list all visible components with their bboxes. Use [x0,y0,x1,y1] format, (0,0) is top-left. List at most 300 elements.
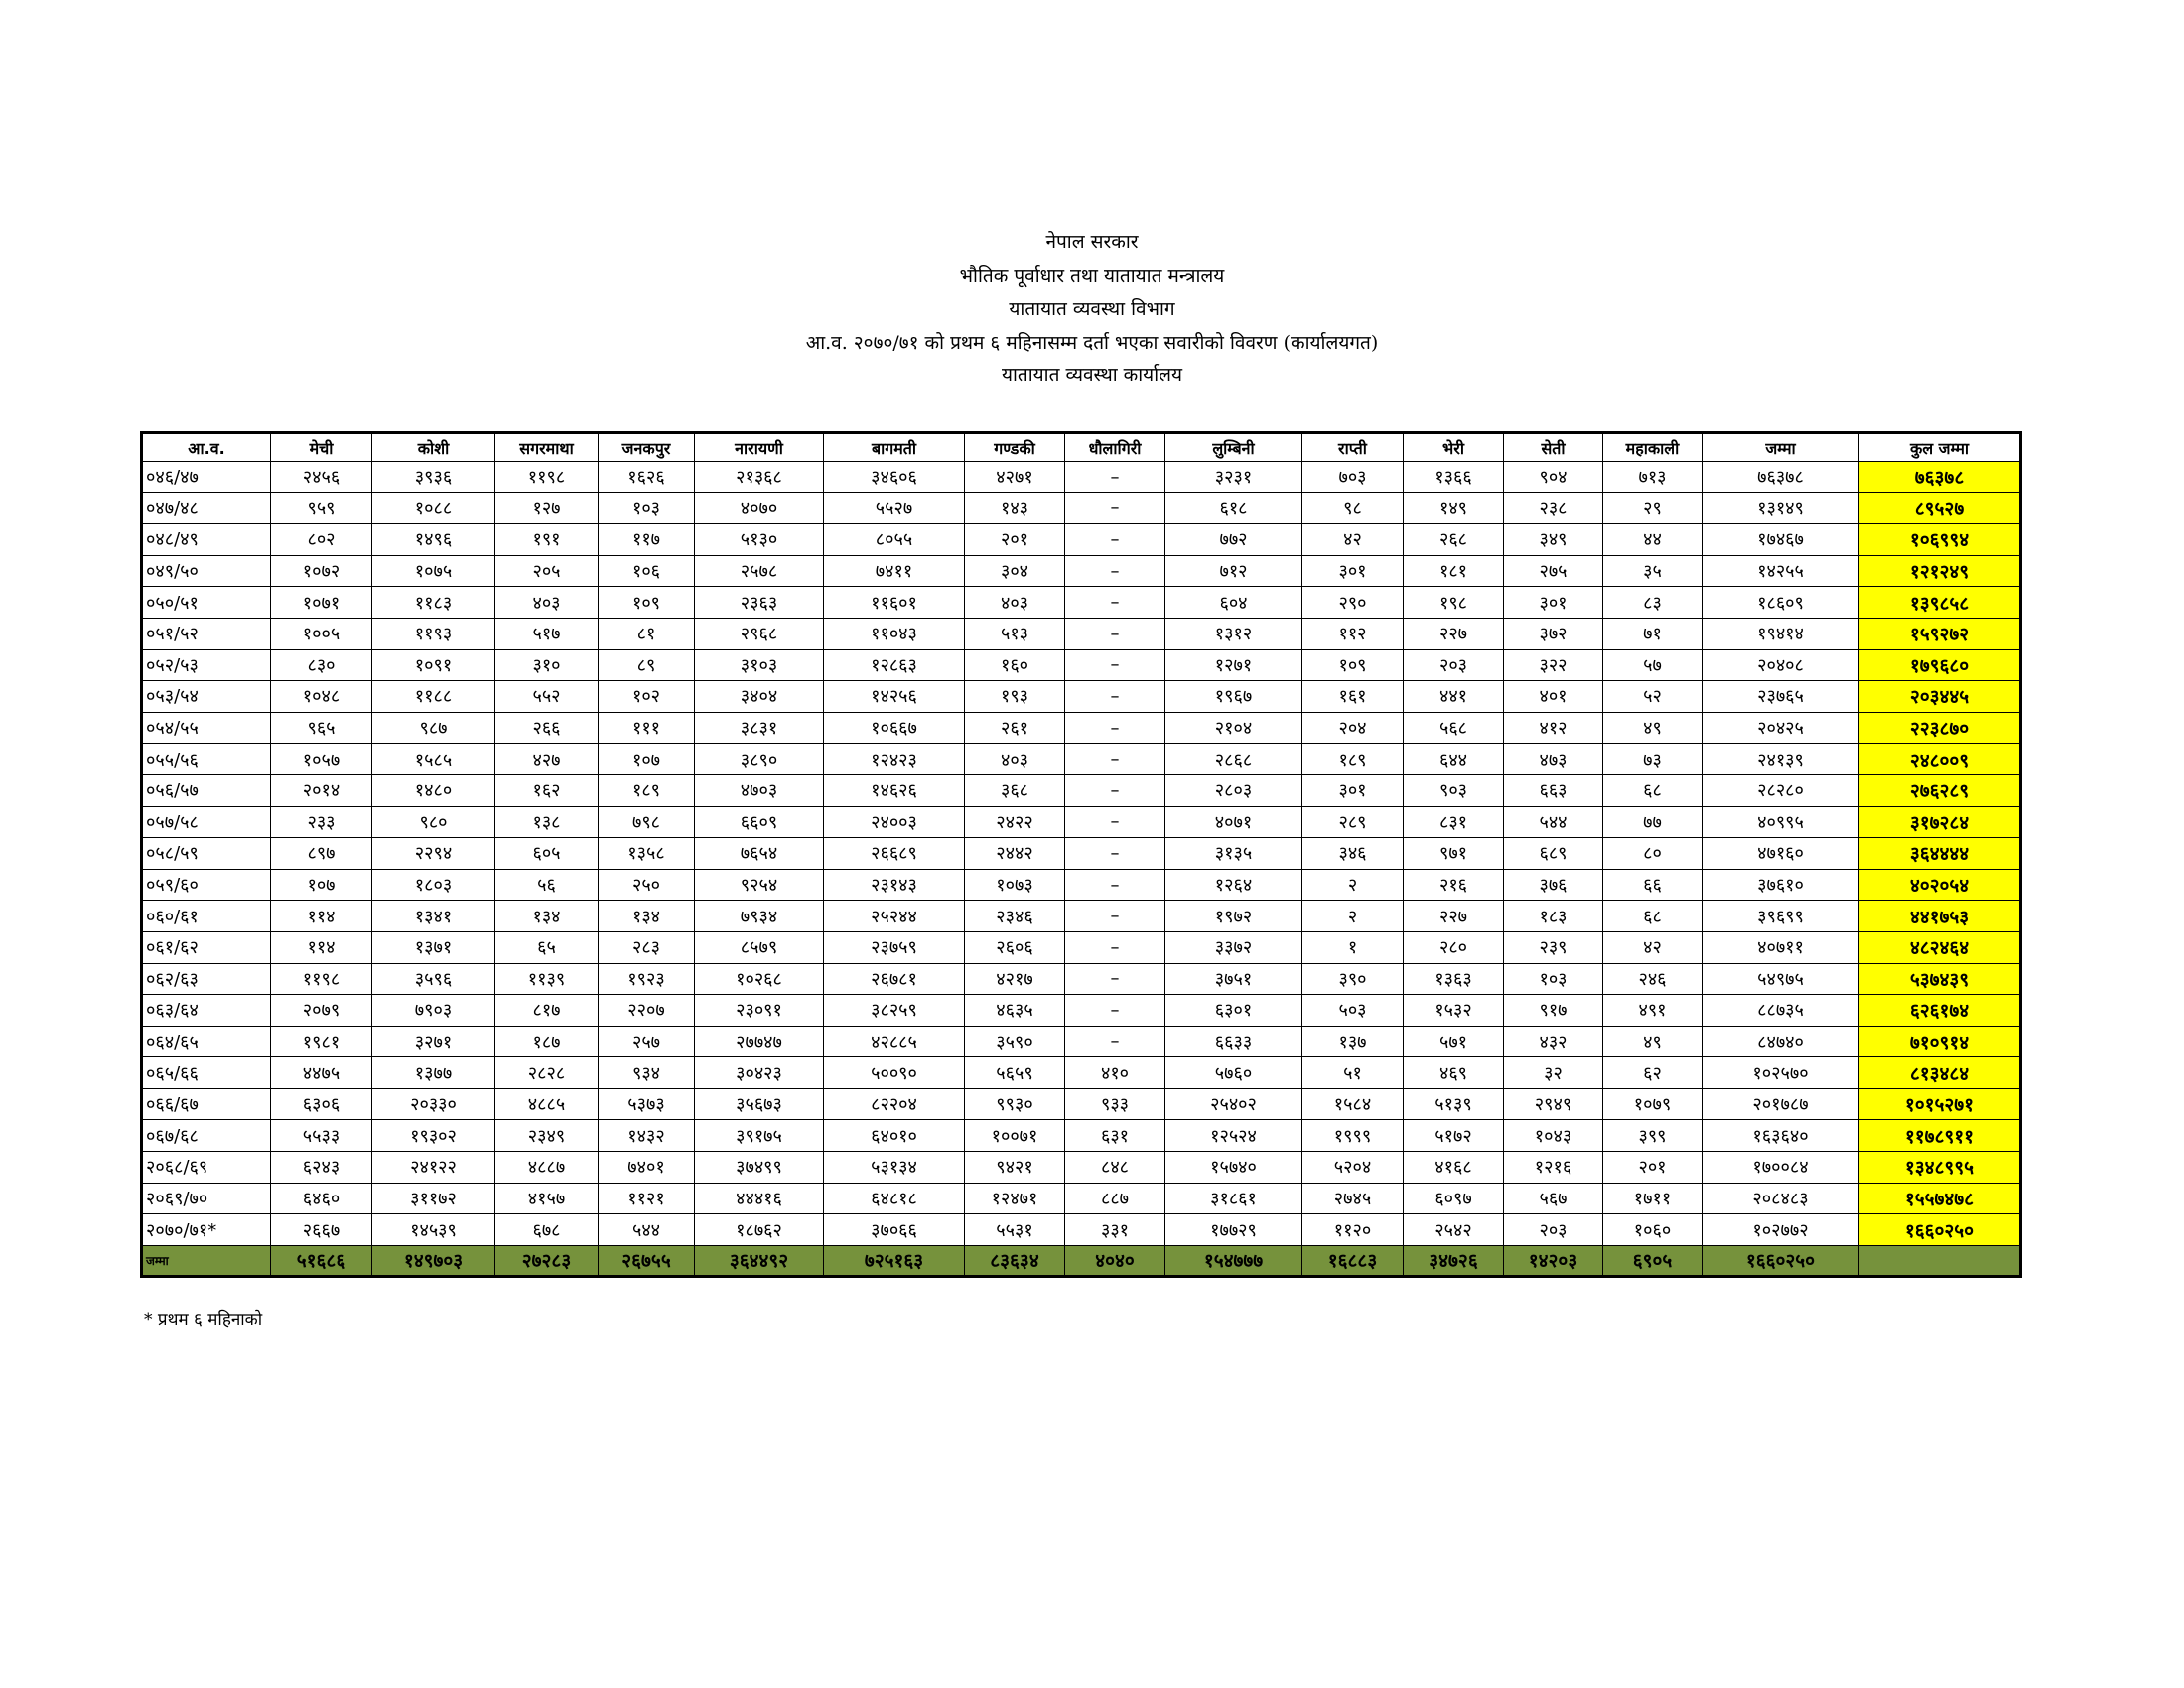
table-cell: १३४ [495,901,599,932]
cumulative-total-cell: २०३४४५ [1859,681,2021,713]
cumulative-total-cell: ८९५२७ [1859,492,2021,524]
cumulative-total-cell: ६२६१७४ [1859,995,2021,1027]
table-cell: ३९३६ [372,462,495,493]
table-cell: १३१२ [1165,618,1302,649]
table-cell: १०२५७० [1703,1057,1859,1089]
table-cell: २०३ [1404,649,1504,681]
table-cell: २९६८ [695,618,824,649]
table-cell: १२६४ [1165,869,1302,901]
table-cell: ५५३३ [271,1120,372,1152]
table-cell: २४००३ [824,806,965,838]
table-cell: ९०३ [1404,774,1504,806]
cumulative-total-cell: ३६४४४४ [1859,838,2021,870]
table-cell: ३७०६६ [824,1214,965,1246]
table-cell: २०१७८७ [1703,1088,1859,1120]
table-row [142,963,2021,995]
table-cell: ११६०१ [824,587,965,619]
table-cell: १०८८ [372,492,495,524]
table-cell: ६४६० [271,1183,372,1214]
table-cell: ४२८८५ [824,1026,965,1057]
table-cell: ५१७ [495,618,599,649]
table-cell: २३४९ [495,1120,599,1152]
table-cell: २६६७ [271,1214,372,1246]
table-row [142,869,2021,901]
table-cell: १४२५६ [824,681,965,713]
table-cell: २४४२ [965,838,1065,870]
table-cell: – [1065,681,1165,713]
cumulative-total-cell: ५३७४३९ [1859,963,2021,995]
table-cell: १८७६२ [695,1214,824,1246]
table-cell: १ [1302,931,1404,963]
table-cell: १५८५ [372,744,495,775]
table-cell: ११४ [271,901,372,932]
table-cell: २६७८१ [824,963,965,995]
table-cell: २८०३ [1165,774,1302,806]
table-cell: २०१४ [271,774,372,806]
table-row [142,774,2021,806]
table-cell: २७५ [1504,555,1603,587]
table-cell: १११ [599,712,695,744]
table-cell: ४७३ [1504,744,1603,775]
column-header: बागमती [824,433,965,462]
column-header: महाकाली [1603,433,1703,462]
table-cell: ८९७ [271,838,372,870]
table-cell: १४५३९ [372,1214,495,1246]
table-cell: १३४१ [372,901,495,932]
table-cell: ३४०४ [695,681,824,713]
table-cell: ४१५७ [495,1183,599,1214]
table-cell: ८३१ [1404,806,1504,838]
cumulative-total-cell: १०१५२७१ [1859,1088,2021,1120]
table-cell: – [1065,901,1165,932]
table-cell: ३९६९९ [1703,901,1859,932]
cumulative-total-cell: ११७८९११ [1859,1120,2021,1152]
table-cell: ४२ [1603,931,1703,963]
table-cell: १६१ [1302,681,1404,713]
table-cell: ९६५ [271,712,372,744]
table-cell: ७९८ [599,806,695,838]
table-cell: ९८७ [372,712,495,744]
total-cell: २७२८३ [495,1245,599,1276]
fiscal-year-cell: ०६४/६५ [142,1026,271,1057]
footnote: * प्रथम ६ महिनाको [144,1310,263,1330]
table-cell: ३७६१० [1703,869,1859,901]
table-cell: २३१४३ [824,869,965,901]
table-cell: २२९४ [372,838,495,870]
table-cell: ४४१ [1404,681,1504,713]
table-cell: २६१ [965,712,1065,744]
table-cell: १७४६७ [1703,524,1859,556]
table-cell: ३५६७३ [695,1088,824,1120]
table-cell: २३७५९ [824,931,965,963]
table-row [142,901,2021,932]
table-cell: २६०६ [965,931,1065,963]
total-cell: १५४७७७ [1165,1245,1302,1276]
table-cell: २४१२२ [372,1152,495,1184]
table-row [142,1026,2021,1057]
table-cell: ११८८ [372,681,495,713]
column-header: राप्ती [1302,433,1404,462]
table-cell: १०६० [1603,1214,1703,1246]
column-header: जम्मा [1703,433,1859,462]
table-cell: ३१० [495,649,599,681]
table-cell: ५६८ [1404,712,1504,744]
table-cell: ५१३ [965,618,1065,649]
table-cell: १०५७ [271,744,372,775]
table-cell: ५५२ [495,681,599,713]
table-cell: १०७ [271,869,372,901]
total-cell: ३६४४९२ [695,1245,824,1276]
table-cell: ५१७२ [1404,1120,1504,1152]
table-cell: ३९१७५ [695,1120,824,1152]
table-cell: २०५ [495,555,599,587]
table-cell: १५८४ [1302,1088,1404,1120]
fiscal-year-cell: ०५२/५३ [142,649,271,681]
header-office: यातायात व्यवस्था कार्यालय [1001,364,1183,386]
table-cell: ३२३१ [1165,462,1302,493]
table-cell: १७११ [1603,1183,1703,1214]
table-cell: १४६२६ [824,774,965,806]
table-cell: २ [1302,869,1404,901]
column-header: नारायणी [695,433,824,462]
table-cell: ३३१ [1065,1214,1165,1246]
table-cell: ४९ [1603,1026,1703,1057]
table-row [142,492,2021,524]
table-cell: ३०४ [965,555,1065,587]
table-cell: १०७३ [965,869,1065,901]
table-cell: ५६ [495,869,599,901]
total-cell: ४०४० [1065,1245,1165,1276]
table-cell: ३१०३ [695,649,824,681]
table-cell: १३५८ [599,838,695,870]
header-department: यातायात व्यवस्था विभाग [1009,298,1175,320]
table-cell: ३२७१ [372,1026,495,1057]
table-row [142,931,2021,963]
table-cell: १४९ [1404,492,1504,524]
table-cell: २०३ [1504,1214,1603,1246]
cumulative-total-cell: ७१०९१४ [1859,1026,2021,1057]
document-header [0,226,2184,393]
table-cell: १३१४९ [1703,492,1859,524]
table-cell: २९४९ [1504,1088,1603,1120]
table-cell: १०९ [599,587,695,619]
table-cell: २८९ [1302,806,1404,838]
table-cell: १००७१ [965,1120,1065,1152]
table-cell: २४१३९ [1703,744,1859,775]
table-cell: ४१२ [1504,712,1603,744]
table-cell: २३०९१ [695,995,824,1027]
table-cell: १२१६ [1504,1152,1603,1184]
table-cell: ३६८ [965,774,1065,806]
cumulative-total-cell: ७६३७८ [1859,462,2021,493]
table-cell: २७७४७ [695,1026,824,1057]
table-cell: – [1065,963,1165,995]
table-cell: १२७१ [1165,649,1302,681]
table-cell: ८४७४० [1703,1026,1859,1057]
table-cell: ११९८ [271,963,372,995]
table-cell: ७०३ [1302,462,1404,493]
table-cell: २४५६ [271,462,372,493]
total-label-cell: जम्मा [142,1245,271,1276]
table-cell: २३८ [1504,492,1603,524]
table-cell: ४१६८ [1404,1152,1504,1184]
table-header-row [142,433,2021,462]
table-cell: ५४९७५ [1703,963,1859,995]
table-cell: ३८३१ [695,712,824,744]
table-cell: १८७ [495,1026,599,1057]
table-cell: २४६ [1603,963,1703,995]
column-header: आ.व. [142,433,271,462]
header-government: नेपाल सरकार [1045,231,1139,253]
table-cell: ११८३ [372,587,495,619]
table-cell: १२८६३ [824,649,965,681]
table-cell: – [1065,838,1165,870]
table-cell: २०४ [1302,712,1404,744]
table-cell: ३५९० [965,1026,1065,1057]
cumulative-total-cell: २७६२८९ [1859,774,2021,806]
total-cell: ५१६८६ [271,1245,372,1276]
table-cell: २३९ [1504,931,1603,963]
table-cell: २०१ [965,524,1065,556]
table-cell: २८३ [599,931,695,963]
table-cell: २९ [1603,492,1703,524]
table-row [142,995,2021,1027]
table-cell: २४२२ [965,806,1065,838]
table-cell: २१०४ [1165,712,1302,744]
table-cell: ६८ [1603,774,1703,806]
table-cell: ६४८१८ [824,1183,965,1214]
column-header: लुम्बिनी [1165,433,1302,462]
table-cell: २९० [1302,587,1404,619]
table-cell: ११४ [271,931,372,963]
table-cell: ७४०१ [599,1152,695,1184]
fiscal-year-cell: ०६३/६४ [142,995,271,1027]
table-cell: ४६३५ [965,995,1065,1027]
column-header: धौलागिरी [1065,433,1165,462]
table-cell: २१३६८ [695,462,824,493]
table-cell: १८०३ [372,869,495,901]
table-cell: ६६३ [1504,774,1603,806]
table-cell: ४२७ [495,744,599,775]
total-cell: ३४७२६ [1404,1245,1504,1276]
table-cell: १६२ [495,774,599,806]
table-cell: १०७१ [271,587,372,619]
table-row [142,1088,2021,1120]
table-cell: ३४६०६ [824,462,965,493]
table-cell: ७७ [1603,806,1703,838]
table-cell: १९२३ [599,963,695,995]
table-cell: ३२ [1504,1057,1603,1089]
table-cell: २८६८ [1165,744,1302,775]
fiscal-year-cell: ०४६/४७ [142,462,271,493]
cumulative-total-cell: १७९६८० [1859,649,2021,681]
table-cell: ३५ [1603,555,1703,587]
fiscal-year-cell: ०६६/६७ [142,1088,271,1120]
cumulative-total-cell: १०६९९४ [1859,524,2021,556]
table-cell: २२७ [1404,618,1504,649]
table-cell: ६०४ [1165,587,1302,619]
table-cell: – [1065,806,1165,838]
table-cell: १०७९ [1603,1088,1703,1120]
table-cell: १०२६८ [695,963,824,995]
table-cell: १९३ [965,681,1065,713]
table-cell: ५०३ [1302,995,1404,1027]
fiscal-year-cell: ०५३/५४ [142,681,271,713]
table-cell: २२७ [1404,901,1504,932]
table-cell: ५७६० [1165,1057,1302,1089]
table-cell: २३३ [271,806,372,838]
fiscal-year-cell: ०६२/६३ [142,963,271,995]
table-cell: – [1065,618,1165,649]
table-cell: १३७१ [372,931,495,963]
table-cell: १९१ [495,524,599,556]
table-cell: ७६५४ [695,838,824,870]
table-cell: ४४७५ [271,1057,372,1089]
table-cell: ६७८ [495,1214,599,1246]
table-cell: ८१ [599,618,695,649]
table-cell: १२४७१ [965,1183,1065,1214]
table-cell: २८० [1404,931,1504,963]
table-cell: २०१ [1603,1152,1703,1184]
table-cell: ७६३७८ [1703,462,1859,493]
table-cell: ७१३ [1603,462,1703,493]
table-row [142,1214,2021,1246]
table-row [142,587,2021,619]
table-cell: १०४३ [1504,1120,1603,1152]
table-cell: १०९१ [372,649,495,681]
table-cell: २३६३ [695,587,824,619]
table-cell: १२७ [495,492,599,524]
table-cell: २६६८९ [824,838,965,870]
table-cell: – [1065,774,1165,806]
table-cell: ११२० [1302,1214,1404,1246]
table-cell: ३०१ [1302,774,1404,806]
table-cell: ६२४३ [271,1152,372,1184]
fiscal-year-cell: ०६५/६६ [142,1057,271,1089]
cumulative-total-cell: १५९२७२ [1859,618,2021,649]
table-cell: ७४११ [824,555,965,587]
table-cell: ३१८६१ [1165,1183,1302,1214]
table-cell: ५००९० [824,1057,965,1089]
table-cell: ३९० [1302,963,1404,995]
column-header: सगरमाथा [495,433,599,462]
table-cell: ४७०३ [695,774,824,806]
table-cell: ७१ [1603,618,1703,649]
table-cell: ११२ [1302,618,1404,649]
table-cell: २५४२ [1404,1214,1504,1246]
table-cell: ३०१ [1302,555,1404,587]
total-cell: १६८८३ [1302,1245,1404,1276]
table-cell: १९९९ [1302,1120,1404,1152]
table-cell: ३८९० [695,744,824,775]
cumulative-total-cell: ४८२४६४ [1859,931,2021,963]
table-cell: ८१७ [495,995,599,1027]
table-cell: – [1065,462,1165,493]
total-cell: १४२०३ [1504,1245,1603,1276]
table-cell: ३४९ [1504,524,1603,556]
fiscal-year-cell: ०४९/५० [142,555,271,587]
table-cell: ५५२७ [824,492,965,524]
table-cell: १४८० [372,774,495,806]
table-cell: १९७२ [1165,901,1302,932]
table-cell: ८८७३५ [1703,995,1859,1027]
table-cell: ४६९ [1404,1057,1504,1089]
table-cell: – [1065,492,1165,524]
fiscal-year-cell: ०५८/५९ [142,838,271,870]
table-cell: ६६ [1603,869,1703,901]
table-row [142,681,2021,713]
table-cell: २१६ [1404,869,1504,901]
table-cell: ६३१ [1065,1120,1165,1152]
cumulative-total-cell: १२१२४९ [1859,555,2021,587]
table-cell: ६४०१० [824,1120,965,1152]
table-cell: – [1065,712,1165,744]
table-cell: १३८ [495,806,599,838]
table-cell: ४२१७ [965,963,1065,995]
header-report-title: आ.व. २०७०/७१ को प्रथम ६ महिनासम्म दर्ता भएका सवारीको विवरण (कार्यालयगत) [805,331,1379,353]
table-cell: २७४५ [1302,1183,1404,1214]
table-cell: ११७ [599,524,695,556]
table-cell: २३४६ [965,901,1065,932]
table-cell: ५२०४ [1302,1152,1404,1184]
table-cell: ६३०६ [271,1088,372,1120]
cumulative-total-cell: ८१३४८४ [1859,1057,2021,1089]
table-cell: ५६७ [1504,1183,1603,1214]
table-cell: ७९०३ [372,995,495,1027]
table-cell: १०९ [1302,649,1404,681]
table-cell: ११९८ [495,462,599,493]
table-cell: २८२८ [495,1057,599,1089]
table-cell: ११०४३ [824,618,965,649]
table-row [142,462,2021,493]
table-cell: १४३ [965,492,1065,524]
cumulative-total-cell: २४८००९ [1859,744,2021,775]
total-cell: १६६०२५० [1703,1245,1859,1276]
table-cell: १००५ [271,618,372,649]
table-cell: ५३७३ [599,1088,695,1120]
table-cell: १०२७७२ [1703,1214,1859,1246]
table-cell: ७१२ [1165,555,1302,587]
table-cell: ४४ [1603,524,1703,556]
table-cell: ८२२०४ [824,1088,965,1120]
table-cell: ३७६ [1504,869,1603,901]
table-cell: १३७ [1302,1026,1404,1057]
table-cell: ८० [1603,838,1703,870]
fiscal-year-cell: ०५५/५६ [142,744,271,775]
table-cell: ४८८५ [495,1088,599,1120]
cumulative-total-cell: १६६०२५० [1859,1214,2021,1246]
table-cell: ८९ [599,649,695,681]
table-cell: ६२ [1603,1057,1703,1089]
table-cell: २०७९ [271,995,372,1027]
table-cell: २२०७ [599,995,695,1027]
table-cell: ८३ [1603,587,1703,619]
fiscal-year-cell: २०६९/७० [142,1183,271,1214]
total-cell: ७२५१६३ [824,1245,965,1276]
column-header: मेची [271,433,372,462]
cumulative-total-cell: १३९८५८ [1859,587,2021,619]
table-cell: ५३१३४ [824,1152,965,1184]
table-cell: ३१३५ [1165,838,1302,870]
table-cell: ३८२५९ [824,995,965,1027]
table-cell: ७३ [1603,744,1703,775]
table-cell: १३४ [599,901,695,932]
table-cell: १२४२३ [824,744,965,775]
header-ministry: भौतिक पूर्वाधार तथा यातायात मन्त्रालय [959,264,1225,287]
column-header: कुल जम्मा [1859,433,2021,462]
total-row [142,1245,2021,1276]
table-cell: ३७४९९ [695,1152,824,1184]
